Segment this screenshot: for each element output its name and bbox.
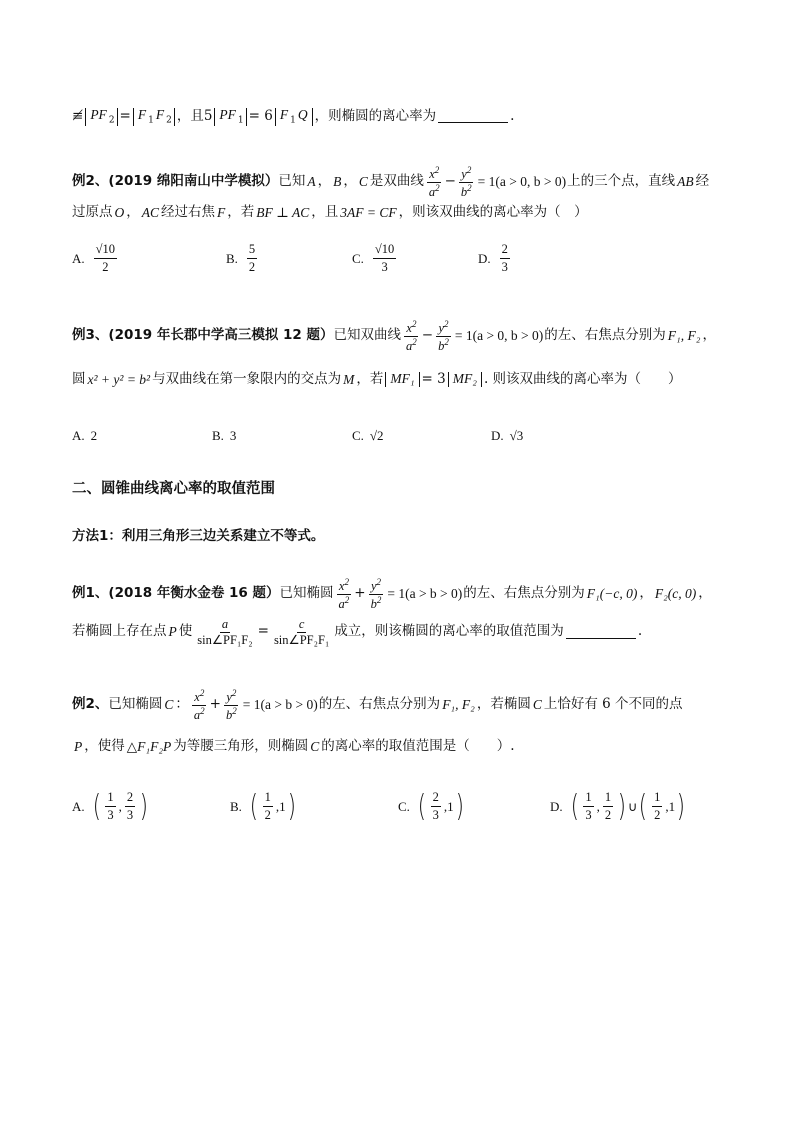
option-b[interactable]: B. 3 (212, 428, 237, 443)
option-d[interactable]: D. ( $\frac{1}{3}$ , $\frac{1}{2}$ ) ∪ ( $\frac{1}{2}$ ,1 ) (550, 788, 686, 824)
option-b[interactable]: B. $\frac{5}{2}$ (226, 242, 256, 274)
example3-line1: 例3、(2019 年长郡中学高三模拟 12 题） 已知双曲线 $\frac{x^2}{a^2}$ − $\frac{y^2}{b^2}$ = 1(a > 0, b > 0) 的左、右焦点分别为 F₁, F₂ ， (72, 319, 716, 353)
example2-line2: 过原点 O ， AC 经过右焦 F ，若 BF ⊥ AC ，且 3AF = CF ，则该双曲线的离心率为（ ） (72, 204, 588, 220)
option-d[interactable]: D. $\frac{2}{3}$ (478, 242, 508, 274)
method-heading: 方法1：利用三角形三边关系建立不等式。 (72, 528, 325, 544)
section-heading: 二、圆锥曲线离心率的取值范围 (72, 481, 275, 497)
answer-blank (438, 110, 508, 123)
option-c[interactable]: C. $\frac{√10}{3}$ (352, 242, 395, 274)
problem-continuation-line: ≢ PF $_2$ = F $_1$ F $_2$ ，且5 PF $_1$ = 6 F $_1$ Q ，则椭圆的离心率为 . (72, 107, 515, 126)
option-d[interactable]: D. √3 (491, 428, 524, 443)
option-a[interactable]: A. ( $\frac{1}{3}$ , $\frac{2}{3}$ ) (72, 788, 149, 824)
abs-pf1: PF $_1$ (214, 108, 246, 126)
option-a[interactable]: A. $\frac{√10}{2}$ (72, 242, 116, 274)
example1b-line2: 若椭圆上存在点 P 使 $\frac{a}{\text{sin∠PF₁F₂}}$ = $\frac{c}{\text{sin∠PF₂F₁}}$ 成立，则该椭圆的离心率的取值范围为 . (72, 617, 643, 647)
example-label: 例3、(2019 年长郡中学高三模拟 12 题） (72, 327, 334, 344)
example-label: 例1、(2018 年衡水金卷 16 题） (72, 585, 280, 602)
example2b-line1: 例2、 已知椭圆 C ： $\frac{x^2}{a^2}$ + $\frac{y^2}{b^2}$ = 1(a > b > 0) 的左、右焦点分别为 F₁, F₂ ，若椭圆 C 上恰好有 6 个不同的点 (72, 688, 683, 722)
example3-line2: 圆 x² + y² = b² 与双曲线在第一象限内的交点为 M ，若 MF₁ = 3 MF₂ . 则该双曲线的离心率为（ ） (72, 370, 682, 387)
option-c[interactable]: C. ( $\frac{2}{3}$ ,1 ) (398, 788, 464, 824)
example2-line1: 例2、(2019 绵阳南山中学模拟） 已知 A ， B ， C 是双曲线 $\frac{x^2}{a^2}$ − $\frac{y^2}{b^2}$ = 1(a > 0, b > 0) 上的三个点，直线 AB 经 (72, 165, 710, 199)
option-a[interactable]: A. 2 (72, 428, 98, 443)
example-label: 例2、 (72, 696, 109, 713)
leading-char: ≢ (72, 108, 84, 125)
option-b[interactable]: B. ( $\frac{1}{2}$ ,1 ) (230, 788, 296, 824)
example-label: 例2、(2019 绵阳南山中学模拟） (72, 173, 279, 190)
example2b-line2: P ，使得 △F₁F₂P 为等腰三角形，则椭圆 C 的离心率的取值范围是（ ）. (74, 738, 515, 754)
abs-f1q: F $_1$ Q (275, 108, 313, 126)
option-c[interactable]: C. √2 (352, 428, 384, 443)
abs-f1f2: F $_1$ F $_2$ (133, 108, 175, 126)
frac-y2-b2: $\frac{y^2}{b^2}$ (460, 165, 472, 199)
example1b-line1: 例1、(2018 年衡水金卷 16 题） 已知椭圆 $\frac{x^2}{a^2}$ + $\frac{y^2}{b^2}$ = 1(a > b > 0) 的左、右焦点分别为 F₁(−c, 0) ， F₂(c, 0) ， (72, 577, 712, 611)
abs-pf2: PF $_2$ (85, 108, 117, 126)
answer-blank (566, 626, 636, 639)
frac-x2-a2: $\frac{x^2}{a^2}$ (428, 165, 440, 199)
